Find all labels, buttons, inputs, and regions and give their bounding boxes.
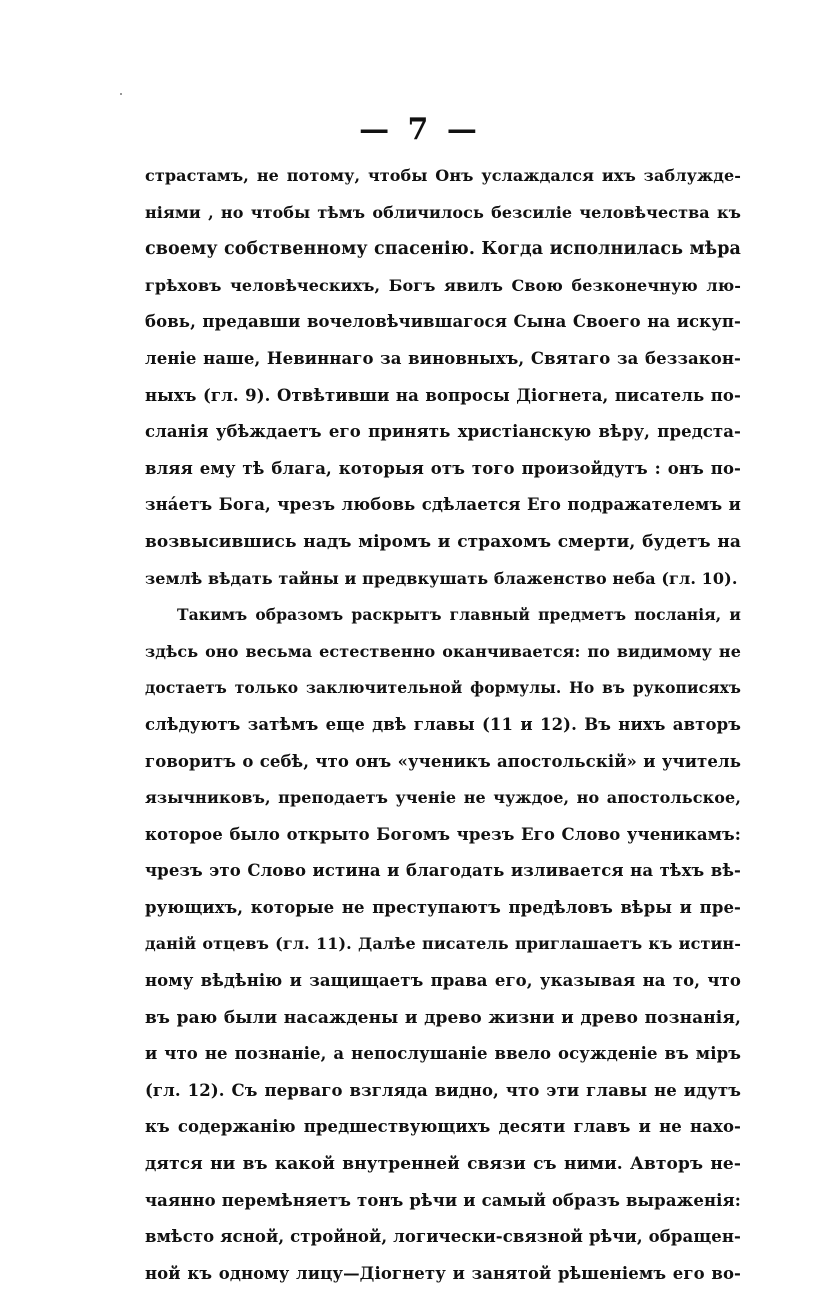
text-line: знáетъ Бога, чрезъ любовь сдѣлается Его подражателемъ и (145, 495, 741, 515)
text-line: которое было открыто Богомъ чрезъ Его Слово ученикамъ: (145, 824, 741, 844)
text-line: землѣ вѣдать тайны и предвкушать блаженство неба (гл. 10). (145, 568, 738, 588)
text-line: возвысившись надъ міромъ и страхомъ смерти, будетъ на (145, 531, 741, 552)
text-line: вляя ему тѣ блага, которыя отъ того произойдутъ : онъ по- (145, 458, 741, 478)
text-line: страстамъ, не потому, чтобы Онъ услаждался ихъ заблужде- (145, 166, 741, 185)
text-line: Такимъ образомъ раскрытъ главный предметъ посланія, и (177, 605, 741, 625)
text-line: (гл. 12). Съ перваго взгляда видно, что эти главы не идутъ (145, 1080, 741, 1100)
text-line: грѣховъ человѣческихъ, Богъ явилъ Свою безконечную лю- (145, 275, 741, 295)
text-line: ной къ одному лицу—Діогнету и занятой рѣшеніемъ его во- (145, 1263, 741, 1283)
text-line: ныхъ (гл. 9). Отвѣтивши на вопросы Діогнета, писатель по- (145, 385, 741, 405)
text-line: чрезъ это Слово истина и благодать изливается на тѣхъ вѣ- (145, 861, 741, 881)
text-line: говоритъ о себѣ, что онъ «ученикъ апостольскій» и учитель (145, 751, 741, 771)
text-line: вмѣсто ясной, стройной, логически-связной рѣчи, обращен- (145, 1227, 741, 1247)
text-line: язычниковъ, преподаетъ ученіе не чуждое, но апостольское, (145, 788, 741, 808)
text-line: достаетъ только заключительной формулы. Но въ рукописяхъ (145, 678, 741, 698)
text-line: въ раю были насаждены и древо жизни и древо познанія, (145, 1007, 741, 1028)
text-line: дятся ни въ какой внутренней связи съ ними. Авторъ не- (145, 1154, 741, 1175)
text-line: своему собственному спасенію. Когда исполнилась мѣра (145, 239, 741, 260)
text-line: рующихъ, которые не преступаютъ предѣловъ вѣры и пре- (145, 897, 741, 917)
text-line: бовь, предавши вочеловѣчившагося Сына Своего на искуп- (145, 312, 741, 332)
text-line: и что не познаніе, а непослушаніе ввело осужденіе въ міръ (145, 1044, 741, 1064)
page-number: — 7 — (359, 112, 481, 147)
page-speck (120, 93, 122, 95)
text-line: сланія убѣждаетъ его принять христіанскую вѣру, предста- (145, 422, 741, 442)
text-line: здѣсь оно весьма естественно оканчивается: по видимому не (145, 641, 741, 661)
text-line: леніе наше, Невиннаго за виновныхъ, Святаго за беззакон- (145, 348, 741, 368)
text-line: чаянно перемѣняетъ тонъ рѣчи и самый образъ выраженія: (145, 1190, 741, 1210)
text-line: слѣдуютъ затѣмъ еще двѣ главы (11 и 12). Въ нихъ авторъ (145, 714, 741, 734)
text-line: къ содержанію предшествующихъ десяти главъ и не нахо- (145, 1117, 741, 1137)
text-line: ному вѣдѣнію и защищаетъ права его, указывая на то, что (145, 971, 741, 991)
text-line: даній отцевъ (гл. 11). Далѣе писатель приглашаетъ къ истин- (145, 934, 741, 954)
body-text (145, 158, 741, 1292)
text-line: ніями , но чтобы тѣмъ обличилось безсиліе человѣчества къ (145, 202, 741, 222)
